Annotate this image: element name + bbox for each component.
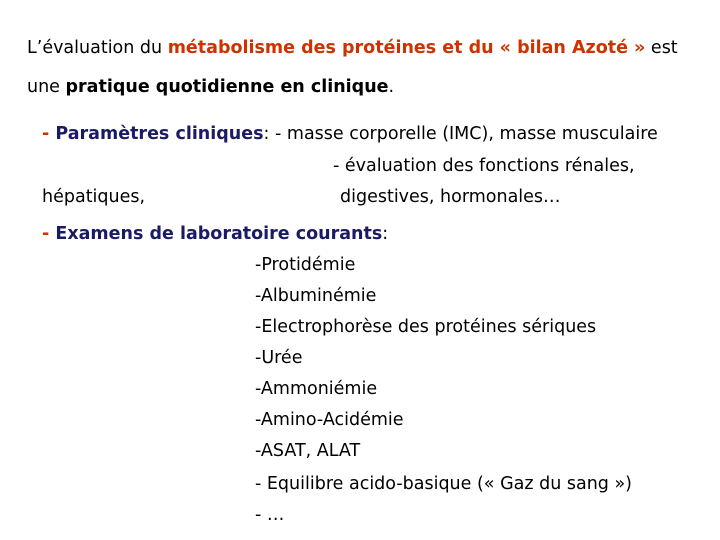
lab-item: -Urée — [255, 348, 303, 368]
clinical-dash: - — [42, 124, 56, 144]
clinical-params-line — [42, 126, 658, 144]
clinical-label: Paramètres cliniques — [55, 124, 264, 144]
lab-item: -Ammoniémie — [255, 379, 378, 399]
lab-item: -Electrophorèse des protéines sériques — [255, 317, 597, 337]
lab-item: -Albuminémie — [255, 286, 377, 306]
intro-line2-suffix: . — [388, 77, 395, 97]
lab-item: -Protidémie — [255, 255, 356, 275]
clinical-item-3b: digestives, hormonales… — [340, 187, 561, 207]
intro-emphasis: pratique quotidienne en clinique — [65, 77, 389, 97]
clinical-item-3a: hépatiques, — [42, 187, 146, 207]
clinical-item-1: - masse corporelle (IMC), masse musculaire — [269, 124, 658, 144]
lab-item: - … — [255, 505, 285, 525]
clinical-item-2: - évaluation des fonctions rénales, — [333, 156, 635, 176]
clinical-colon: : — [263, 124, 270, 144]
lab-item: -ASAT, ALAT — [255, 441, 361, 461]
intro-highlight: métabolisme des protéines et du « bilan Azoté » — [167, 38, 646, 58]
intro-text-start: L’évaluation du — [27, 38, 168, 58]
lab-item: - Equilibre acido-basique (« Gaz du sang ») — [255, 474, 633, 494]
intro-text-end: est — [645, 38, 678, 58]
lab-item: -Amino-Acidémie — [255, 410, 404, 430]
intro-line-1 — [27, 40, 678, 58]
intro-line2-prefix: une — [27, 77, 66, 97]
lab-dash: - — [42, 224, 56, 244]
lab-label: Examens de laboratoire courants — [55, 224, 383, 244]
lab-exams-header — [42, 226, 388, 244]
lab-colon: : — [382, 224, 389, 244]
intro-line-2 — [27, 79, 394, 97]
